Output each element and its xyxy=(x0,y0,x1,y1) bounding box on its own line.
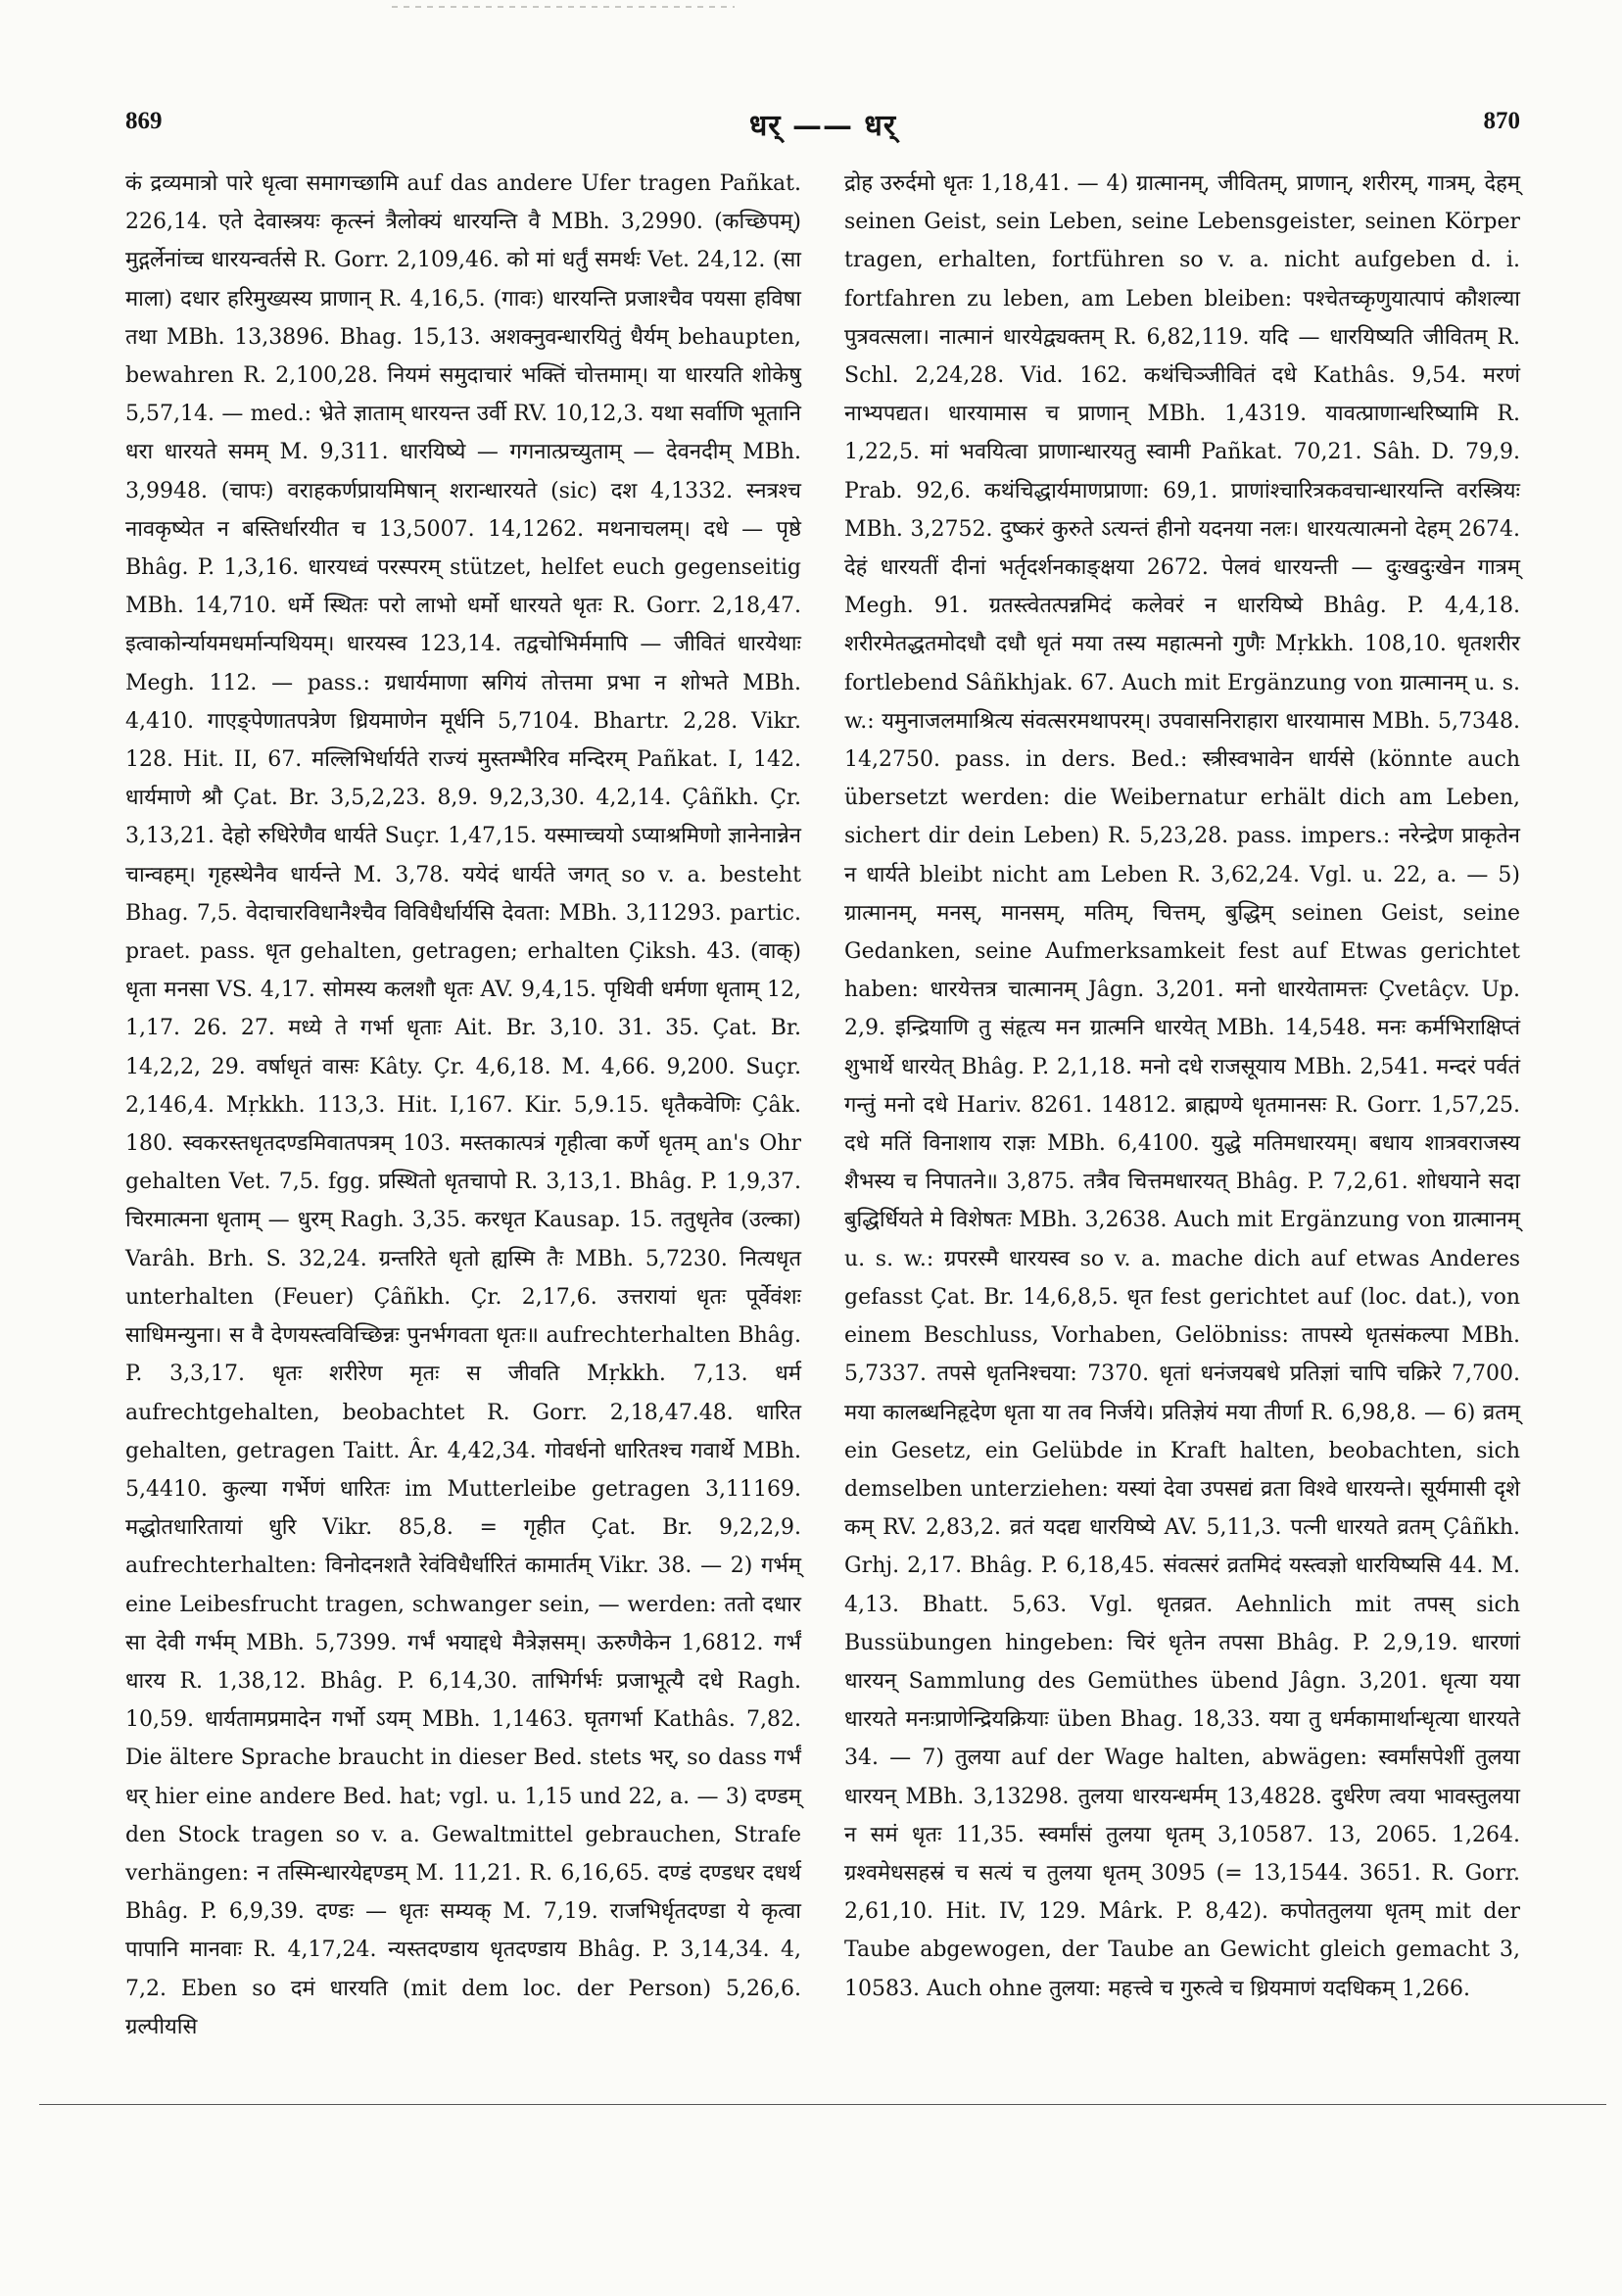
page-header xyxy=(125,104,1520,147)
bottom-rule xyxy=(39,2104,1606,2105)
column-right-text: द्रोह उरुर्दमो धृतः 1,18,41. — 4) ग्रात्मानम्, जीवितम्, प्राणान्, शरीरम्, गात्रम्, देहम् seinen Geist, sein Leben, seine Lebensgeister, seinen Körper tragen, erhalten, fortführen so v. a. nicht aufgeben d. i. fortfahren zu leben, am Leben bleiben: पश्चेतच्कृणुयात्पापं कौशल्या पुत्रवत्सला। नात्मानं धारयेद्व्यक्तम् R. 6,82,119. यदि — धारयिष्यति जीवितम् R. Schl. 2,24,28. Vid. 162. कथंचिञ्जीवितं दधे Kathâs. 9,54. मरणं नाभ्यपद्यत। धारयामास च प्राणान् MBh. 1,4319. यावत्प्राणान्धरिष्यामि R. 1,22,5. मां भवयित्वा प्राणान्धारयतु स्वामी Pañkat. 70,21. Sâh. D. 79,9. Prab. 92,6. कथंचिद्धार्यमाणप्राणा: 69,1. प्राणांश्चारित्रकवचान्धारयन्ति वरस्त्रियः MBh. 3,2752. दुष्करं कुरुते ऽत्यन्तं हीनो यदनया नलः। धारयत्यात्मनो देहम् 2674. देहं धारयतीं दीनां भर्तृदर्शनकाङ्क्षया 2672. पेलवं धारयन्ती — दुःखदुःखेन गात्रम् Megh. 91. ग्रतस्त्वेतत्पन्नमिदं कलेवरं न धारयिष्ये Bhâg. P. 4,4,18. शरीरमेतद्धतमोदधौ दधौ धृतं मया तस्य महात्मनो गुणैः Mṛkkh. 108,10. धृतशरीर fortlebend Sâñkhjak. 67. Auch mit Ergänzung von ग्रात्मानम् u. s. w.: यमुनाजलमाश्रित्य संवत्सरमथापरम्। उपवासनिराहारा धारयामास MBh. 5,7348. 14,2750. pass. in ders. Bed.: स्त्रीस्वभावेन धार्यसे (könnte auch übersetzt werden: die Weibernatur erhält dich am Leben, sichert dir dein Leben) R. 5,23,28. pass. impers.: नरेन्द्रेण प्राकृतेन न धार्यते bleibt nicht am Leben R. 3,62,24. Vgl. u. 22, a. — 5) ग्रात्मानम्, मनस्, मानसम्, मतिम्, चित्तम्, बुद्धिम् seinen Geist, seine Gedanken, seine Aufmerksamkeit fest auf Etwas gerichtet haben: धारयेत्तत्र चात्मानम् Jâgn. 3,201. मनो धारयेतामत्तः Çvetâçv. Up. 2,9. इन्द्रियाणि तु संहृत्य मन ग्रात्मनि धारयेत् MBh. 14,548. मनः कर्मभिराक्षिप्तं शुभार्थे धारयेत् Bhâg. P. 2,1,18. मनो दधे राजसूयाय MBh. 2,541. मन्दरं पर्वतं गन्तुं मनो दधे Hariv. 8261. 14812. ब्राह्मण्ये धृतमानसः R. Gorr. 1,57,25. दधे मतिं विनाशाय राज्ञः MBh. 6,4100. युद्धे मतिमधारयम्। बधाय शात्रवराजस्य शैभस्य च निपातने॥ 3,875. तत्रैव चित्तमधारयत् Bhâg. P. 7,2,61. शोधयाने सदा बुद्धिर्धियते मे विशेषतः MBh. 3,2638. Auch mit Ergänzung von ग्रात्मानम् u. s. w.: ग्रपरस्मै धारयस्व so v. a. mache dich auf etwas Anderes gefasst Çat. Br. 14,6,8,5. धृत fest gerichtet auf (loc. dat.), von einem Beschluss, Vorhaben, Gelöbniss: तापस्ये धृतसंकल्पा MBh. 5,7337. तपसे धृतनिश्चया: 7370. धृतां धनंजयबधे प्रतिज्ञां चापि चक्रिरे 7,700. मया कालब्धनिहृदेण धृता या तव निर्जये। प्रतिज्ञेयं मया तीर्णा R. 6,98,8. — 6) व्रतम् ein Gesetz, ein Gelübde in Kraft halten, beobachten, sich demselben unterziehen: यस्यां देवा उपसद्यं व्रता विश्वे धारयन्ते। सूर्यमासी दृशे कम् RV. 2,83,2. व्रतं यदद्य धारयिष्ये AV. 5,11,3. पत्नी धारयते व्रतम् Çâñkh. Grhj. 2,17. Bhâg. P. 6,18,45. संवत्सरं व्रतमिदं यस्त्वज्ञो धारयिष्यसि 44. M. 4,13. Bhatt. 5,63. Vgl. धृतव्रत. Aehnlich mit तपस् sich Bussübungen hingeben: चिरं धृतेन तपसा Bhâg. P. 2,9,19. धारणां धारयन् Sammlung des Gemüthes übend Jâgn. 3,201. धृत्या यया धारयते मनःप्राणेन्द्रियक्रियाः üben Bhag. 18,33. यया तु धर्मकामार्थान्धृत्या धारयते 34. — 7) तुलया auf der Wage halten, abwägen: स्वर्मांसपेशीं तुलया धारयन् MBh. 3,13298. तुलया धारयन्धर्मम् 13,4828. दुर्धरेण त्वया भावस्तुलया न समं धृतः 11,35. स्वर्मांसं तुलया धृतम् 3,10587. 13, 2065. 1,264. ग्रश्वमेधसहस्रं च सत्यं च तुलया धृतम् 3095 (= 13,1544. 3651. R. Gorr. 2,61,10. Hit. IV, 129. Mârk. P. 8,42). कपोततुलया धृतम् mit der Taube abgewogen, der Taube an Gewicht gleich gemacht 3, 10583. Auch ohne तुलया: महत्त्वे च गुरुत्वे च ध्रियमाणं यदधिकम् 1,266. xyxy=(844,171,1520,2001)
running-headword: धर् —— धर् xyxy=(748,109,897,143)
page-number-right: 870 xyxy=(1483,108,1520,134)
dictionary-column-right xyxy=(844,165,1520,2016)
column-left-text: कं द्रव्यमात्रो पारे धृत्वा समागच्छामि auf das andere Ufer tragen Pañkat. 226,14. एते देवास्त्रयः कृत्स्नं त्रैलोक्यं धारयन्ति वै MBh. 3,2990. (कच्छिपम्) मुद्गर्लेनांच्च धारयन्वर्तसे R. Gorr. 2,109,46. को मां धर्तुं समर्थः Vet. 24,12. (सा माला) दधार हरिमुख्यस्य प्राणान् R. 4,16,5. (गावः) धारयन्ति प्रजाश्चैव पयसा हविषा तथा MBh. 13,3896. Bhag. 15,13. अशक्नुवन्धारयितुं धैर्यम् behaupten, bewahren R. 2,100,28. नियमं समुदाचारं भक्तिं चोत्तमाम्। या धारयति शोकेषु 5,57,14. — med.: भ्रेते ज्ञाताम् धारयन्त उर्वी RV. 10,12,3. यथा सर्वाणि भूतानि धरा धारयते समम् M. 9,311. धारयिष्ये — गगनात्प्रच्युताम् — देवनदीम् MBh. 3,9948. (चापः) वराहकर्णप्रायमिषान् शरान्धारयते (sic) दश 4,1332. स्नत्रश्च नावकृष्येत न बस्तिर्धारयीत च 13,5007. 14,1262. मथनाचलम्। दधे — पृष्ठे Bhâg. P. 1,3,16. धारयध्वं परस्परम् stützet, helfet euch gegenseitig MBh. 14,710. धर्मे स्थितः परो लाभो धर्मो धारयते धृतः R. Gorr. 2,18,47. इत्वाकोर्न्यायमधर्मान्पथियम्। धारयस्व 123,14. तद्वचोभिर्ममापि — जीवितं धारयेथाः Megh. 112. — pass.: ग्रधार्यमाणा स्रगियं तोत्तमा प्रभा न शोभते MBh. 4,410. गाएङ्पेणातपत्रेण ध्रियमाणेन मूर्धनि 5,7104. Bhartr. 2,28. Vikr. 128. Hit. II, 67. मल्लिभिर्धार्यते राज्यं मुस्तम्भैरिव मन्दिरम् Pañkat. I, 142. धार्यमाणे श्रौ Çat. Br. 3,5,2,23. 8,9. 9,2,3,30. 4,2,14. Çâñkh. Çr. 3,13,21. देहो रुधिरेणैव धार्यते Suçr. 1,47,15. यस्माच्चयो ऽप्याश्रमिणो ज्ञानेनान्नेन चान्वहम्। गृहस्थेनैव धार्यन्ते M. 3,78. ययेदं धार्यते जगत् so v. a. besteht Bhag. 7,5. वेदाचारविधानैश्चैव विविधैर्धार्यसि देवता: MBh. 3,11293. partic. praet. pass. धृत gehalten, getragen; erhalten Çiksh. 43. (वाक्) धृता मनसा VS. 4,17. सोमस्य कलशौ धृतः AV. 9,4,15. पृथिवी धर्मणा धृताम् 12, 1,17. 26. 27. मध्ये ते गर्भा धृताः Ait. Br. 3,10. 31. 35. Çat. Br. 14,2,2, 29. वर्षाधृतं वासः Kâty. Çr. 4,6,18. M. 4,66. 9,200. Suçr. 2,146,4. Mṛkkh. 113,3. Hit. I,167. Kir. 5,9.15. धृतैकवेणिः Çâk. 180. स्वकरस्तधृतदण्डमिवातपत्रम् 103. मस्तकात्पत्रं गृहीत्वा कर्णे धृतम् an's Ohr gehalten Vet. 7,5. fgg. प्रस्थितो धृतचापो R. 3,13,1. Bhâg. P. 1,9,37. चिरमात्मना धृताम् — धुरम् Ragh. 3,35. करधृत Kausap. 15. ततुधृतेव (उल्का) Varâh. Brh. S. 32,24. ग्रन्तरिते धृतो ह्यस्मि तैः MBh. 5,7230. नित्यधृत unterhalten (Feuer) Çâñkh. Çr. 2,17,6. उत्तरायां धृतः पूर्वेवंशः साधिमन्युना। स वै देणयस्त्वविच्छिन्नः पुनर्भगवता धृतः॥ aufrechterhalten Bhâg. P. 3,3,17. धृतः शरीरेण मृतः स जीवति Mṛkkh. 7,13. धर्म aufrechtgehalten, beobachtet R. Gorr. 2,18,47.48. धारित gehalten, getragen Taitt. Âr. 4,42,34. गोवर्धनो धारितश्च गवार्थे MBh. 5,4410. कुल्या गर्भेणं धारितः im Mutterleibe getragen 3,11169. मद्धोतधारितायां धुरि Vikr. 85,8. = गृहीत Çat. Br. 9,2,2,9. aufrechterhalten: विनोदनशतै रेवंविधैर्धारितं कामार्तम् Vikr. 38. — 2) गर्भम् eine Leibesfrucht tragen, schwanger sein, — werden: ततो दधार सा देवी गर्भम् MBh. 5,7399. गर्भं भयाद्दधे मैत्रेज्ञसम्। ऊरुणैकेन 1,6812. गर्भं धारय R. 1,38,12. Bhâg. P. 6,14,30. ताभिर्गर्भः प्रजाभूत्यै दधे Ragh. 10,59. धार्यतामप्रमादेन गर्भो ऽयम् MBh. 1,1463. घृतगर्भा Kathâs. 7,82. Die ältere Sprache braucht in dieser Bed. stets भर्, so dass गर्भं धर् hier eine andere Bed. hat; vgl. u. 1,15 und 22, a. — 3) दण्डम् den Stock tragen so v. a. Gewaltmittel gebrauchen, Strafe verhängen: न तस्मिन्धारयेद्दण्डम् M. 11,21. R. 6,16,65. दण्डं दण्डधर दधर्थ Bhâg. P. 6,9,39. दण्डः — धृतः सम्यक् M. 7,19. राजभिर्धृतदण्डा ये कृत्वा पापानि मानवाः R. 4,17,24. न्यस्तदण्डाय धृतदण्डाय Bhâg. P. 3,14,34. 4, 7,2. Eben so दमं धारयति (mit dem loc. der Person) 5,26,6. ग्रल्पीयसि xyxy=(125,171,801,2039)
dictionary-column-left xyxy=(125,165,801,2039)
page-number-left: 869 xyxy=(125,108,163,134)
scan-artifact-line xyxy=(392,6,735,8)
